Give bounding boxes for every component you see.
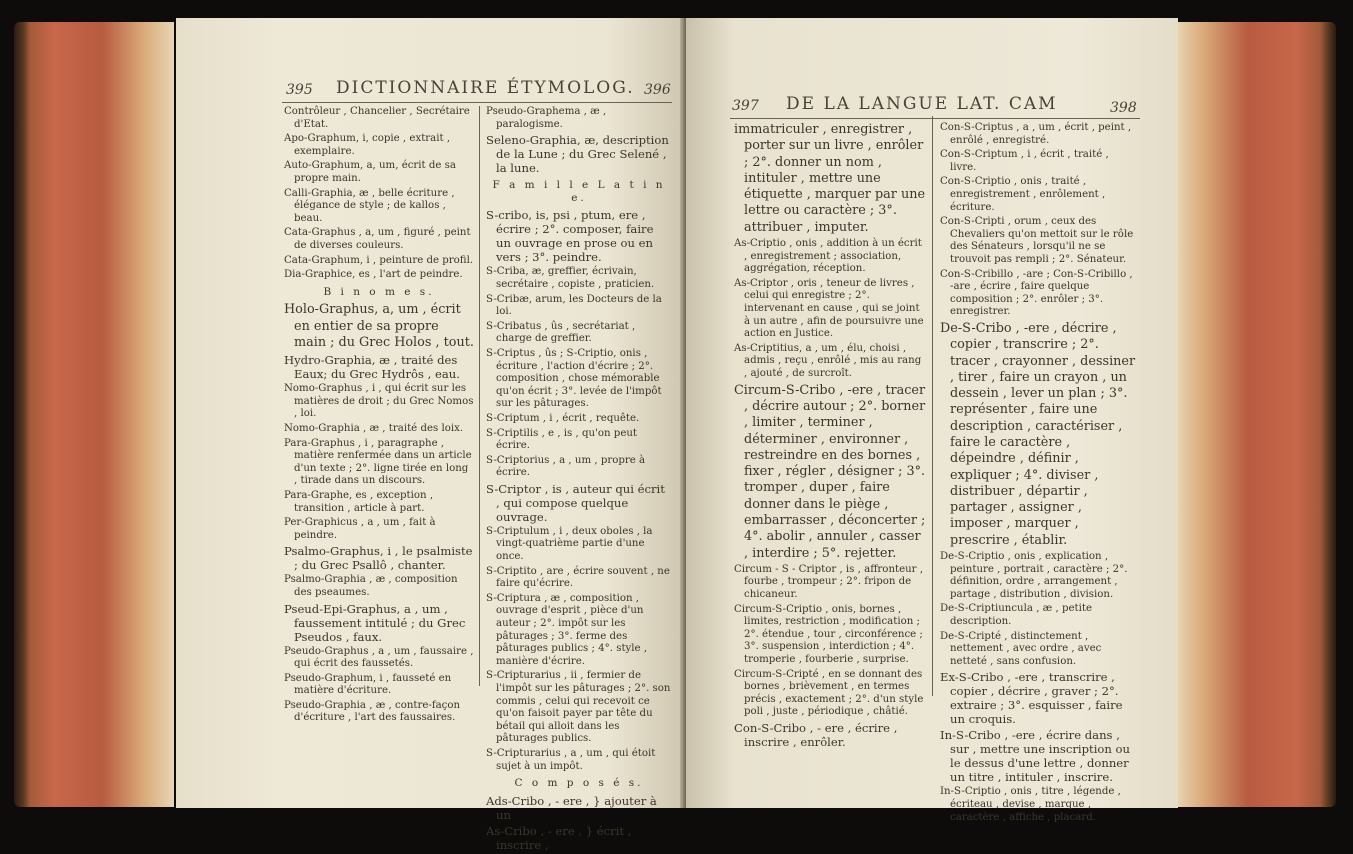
dictionary-entry: S-Cripturarius , a , um , qui étoit sujet à un impôt.	[486, 747, 656, 772]
dictionary-entry: S-Cribatus , ûs , secrétariat , charge de greffier.	[486, 320, 636, 345]
dictionary-entry: S-Criptum , i , écrit , requête.	[486, 412, 640, 424]
dictionary-entry: Hydro-Graphia, æ , traité des Eaux; du Grec Hydrôs , eau.	[284, 353, 460, 382]
dictionary-entry: Para-Graphe, es , exception , transition , article à part.	[284, 489, 434, 514]
header-rule	[282, 102, 672, 103]
dictionary-entry: As-Criptitius, a , um , élu, choisi , admis , reçu , enrôlé , mis au rang , ajouté , de surcroît.	[734, 342, 922, 380]
dictionary-entry: S-Cripturarius , ii , fermier de l'impôt sur les pâturages ; 2°. son commis , celui qui recevoit ce qu'on faisoit payer par tête du bétail qui alloit dans les pâturages publics.	[486, 670, 671, 745]
dictionary-entry: S-Criptorius , a , um , propre à écrire.	[486, 454, 646, 479]
page-number: 396	[644, 82, 671, 98]
dictionary-entry: Con-S-Cribo , - ere , écrire , inscrire , enrôler.	[734, 721, 898, 749]
text-column-2	[486, 106, 672, 854]
page-number: 398	[1110, 100, 1137, 116]
dictionary-entry: In-S-Cribo , -ere , écrire dans , sur , mettre une inscription ou le dessus d'une lettre , donner un titre , intituler , inscrire.	[940, 728, 1130, 785]
dictionary-entry: De-S-Cripté , distinctement , nettement , avec ordre , avec netteté , sans confusion.	[940, 630, 1102, 667]
section-heading: C o m p o s é s.	[514, 777, 644, 790]
dictionary-entry: As-Criptio , onis , addition à un écrit , enregistrement ; association, aggrégation, réception.	[734, 238, 922, 275]
right-page-edges	[1176, 22, 1336, 807]
dictionary-entry: Circum-S-Cribo , -ere , tracer , décrire autour ; 2°. borner , limiter , terminer , déterminer , environner , restreindre en des bornes , fixer , régler , désigner ; 3°. tromper , duper , faire donner dans le piège , embarrasser , déconcerter ; 4°. abolir , annuler , casser , interdire ; 5°. rejetter.	[734, 382, 926, 561]
dictionary-entry: Seleno-Graphia, æ, description de la Lune ; du Grec Selené , la lune.	[486, 133, 669, 176]
dictionary-entry: Cata-Graphus , a, um , figuré , peint de diverses couleurs.	[284, 227, 471, 251]
dictionary-entry: Contrôleur , Chancelier , Secrétaire d'Etat.	[284, 106, 470, 130]
dictionary-entry: Circum-S-Cripté , en se donnant des bornes , brièvement , en termes précis , exactement ; 2°. d'un style poli , juste , périodique , châtié.	[734, 668, 924, 718]
dictionary-entry: Pseudo-Graphema , æ , paralogisme.	[486, 106, 607, 130]
dictionary-entry: S-Cribæ, arum, les Docteurs de la loi.	[486, 293, 662, 318]
running-header: DE LA LANGUE LAT. CAM	[786, 94, 1058, 114]
dictionary-entry: S-Criptito , are , écrire souvent , ne faire qu'écrire.	[486, 565, 670, 590]
dictionary-entry: S-Criba, æ, greffier, écrivain, secrétaire , copiste , praticien.	[486, 266, 655, 290]
dictionary-entry: Holo-Graphus, a, um , écrit en entier de sa propre main ; du Grec Holos , tout.	[284, 302, 474, 350]
page-number: 397	[732, 98, 759, 114]
dictionary-entry: Calli-Graphia, æ , belle écriture , élégance de style ; de kallos , beau.	[284, 187, 455, 224]
dictionary-entry: immatriculer , enregistrer , porter sur un livre , enrôler ; 2°. donner un nom , intituler , mettre une étiquette , marquer par une lettre ou caractère ; 3°. attribuer , imputer.	[734, 122, 926, 235]
dictionary-entry: Circum-S-Criptio , onis, bornes , limites, restriction , modification ; 2°. étendue , tour , circonférence ; 3°. suspension , interdiction ; 4°. tromperie , fourberie , surprise.	[734, 603, 923, 666]
dictionary-entry: Nomo-Graphia , æ , traité des loix.	[284, 422, 464, 434]
dictionary-entry: As-Cribo , - ere , } écrit , inscrire ,	[486, 823, 632, 852]
dictionary-entry: Cata-Graphum, i , peinture de profil.	[284, 254, 474, 266]
dictionary-entry: Pseudo-Graphia , æ , contre-façon d'écriture , l'art des faussaires.	[284, 699, 461, 724]
section-heading: B i n o m e s.	[323, 285, 435, 298]
column-divider	[479, 106, 480, 686]
column-divider	[932, 116, 933, 696]
dictionary-entry: S-cribo, is, psi , ptum, ere , écrire ; 2°. composer, faire un ouvrage en prose ou en vers ; 3°. peindre.	[486, 208, 654, 265]
dictionary-entry: Con-S-Criptus , a , um , écrit , peint , enrôlé , enregistré.	[940, 122, 1132, 146]
header-rule	[730, 118, 1140, 119]
dictionary-entry: Pseudo-Graphus , a , um , faussaire , qui écrit des faussetés.	[284, 645, 474, 670]
dictionary-entry: Para-Graphus , i , paragraphe , matière renfermée dans un article d'un texte ; 2°. ligne tirée en long , tirade dans un discours.	[284, 437, 472, 487]
running-header: DICTIONNAIRE ÉTYMOLOG.	[336, 78, 635, 98]
dictionary-entry: As-Criptor , oris , teneur de livres , celui qui enregistre ; 2°. intervenant en cause , qui se joint à un autre , afin de poursuivre une action en Justice.	[734, 277, 924, 340]
section-heading: F a m i l l e L a t i n e.	[492, 179, 666, 204]
dictionary-entry: De-S-Criptiuncula , æ , petite description.	[940, 603, 1092, 628]
dictionary-entry: De-S-Criptio , onis , explication , peinture , portrait , caractère ; 2°. définition, ordre , arrangement , partage , distribution , division.	[940, 551, 1128, 600]
dictionary-entry: Per-Graphicus , a , um , fait à peindre.	[284, 517, 436, 541]
dictionary-entry: Circum - S - Criptor , is , affronteur , fourbe , trompeur ; 2°. fripon de chicaneur.	[734, 563, 924, 601]
dictionary-entry: Nomo-Graphus , i , qui écrit sur les matières de droit ; du Grec Nomos , loi.	[284, 383, 474, 420]
dictionary-entry: Psalmo-Graphus, i , le psalmiste ; du Grec Psallô , chanter.	[284, 544, 473, 573]
dictionary-entry: Dia-Graphice, es , l'art de peindre.	[284, 269, 463, 281]
dictionary-entry: De-S-Cribo , -ere , décrire , copier , transcrire ; 2°. tracer , crayonner , dessiner , tirer , faire un crayon , un dessein , lever un plan ; 3°. représenter , faire une description , caractériser , faire le caractère , dépeindre , définir , expliquer ; 4°. diviser , distribuer , départir , partager , assigner , imposer , marquer , prescrire , établir.	[940, 320, 1136, 548]
right-page	[686, 18, 1178, 823]
dictionary-entry: S-Criptor , is , auteur qui écrit , qui compose quelque ouvrage.	[486, 481, 665, 524]
dictionary-entry: Apo-Graphum, i, copie , extrait , exemplaire.	[284, 133, 451, 157]
page-number: 395	[286, 82, 313, 98]
dictionary-entry: S-Criptura , æ , composition , ouvrage d'esprit , pièce d'un auteur ; 2°. impôt sur les pâturages ; 3°. ferme des pâturages publics ; 4°. style , manière d'écrire.	[486, 592, 648, 667]
dictionary-entry: In-S-Criptio , onis , titre , légende , écriteau , devise , marque , caractère , affiche , placard.	[940, 786, 1121, 823]
dictionary-entry: Psalmo-Graphia , æ , composition des pseaumes.	[284, 574, 458, 598]
left-page-edges	[14, 22, 174, 807]
dictionary-entry: Ex-S-Cribo , -ere , transcrire , copier , décrire , graver ; 2°. extraire ; 3°. esquisser , faire un croquis.	[940, 670, 1123, 727]
left-page	[176, 18, 684, 852]
text-column-1	[284, 106, 474, 727]
dictionary-entry: Con-S-Cripti , orum , ceux des Chevaliers qu'on mettoit sur le rôle des Sénateurs , lorsqu'il ne se trouvoit pas rempli ; 2°. Sénateur.	[940, 216, 1134, 265]
dictionary-entry: Auto-Graphum, a, um, écrit de sa propre main.	[284, 160, 456, 184]
dictionary-entry: Pseud-Epi-Graphus, a , um , faussement intitulé ; du Grec Pseudos , faux.	[284, 601, 466, 644]
dictionary-entry: Con-S-Criptio , onis , traité , enregistrement , enrôlement , écriture.	[940, 176, 1106, 213]
text-column-3	[734, 122, 926, 751]
text-column-4	[940, 122, 1136, 826]
dictionary-entry: S-Criptus , ûs ; S-Criptio, onis , écriture , l'action d'écrire ; 2°. composition , chose mémorable qu'on écrit ; 3°. levée de l'impôt sur les pâturages.	[486, 347, 662, 410]
dictionary-entry: S-Criptulum , i , deux oboles , la vingt-quatrième partie d'une once.	[486, 525, 653, 563]
dictionary-entry: Ads-Cribo , - ere , } ajouter à un	[486, 793, 657, 822]
dictionary-entry: Pseudo-Graphum, i , fausseté en matière d'écriture.	[284, 672, 452, 697]
dictionary-entry: Con-S-Cribillo , -are ; Con-S-Cribillo , -are , écrire , faire quelque composition ; 2°. enrôler ; 3°. enregistrer.	[940, 268, 1133, 318]
dictionary-entry: S-Criptilis , e , is , qu'on peut écrire.	[486, 427, 638, 452]
dictionary-entry: Con-S-Criptum , i , écrit , traité , livre.	[940, 149, 1109, 173]
